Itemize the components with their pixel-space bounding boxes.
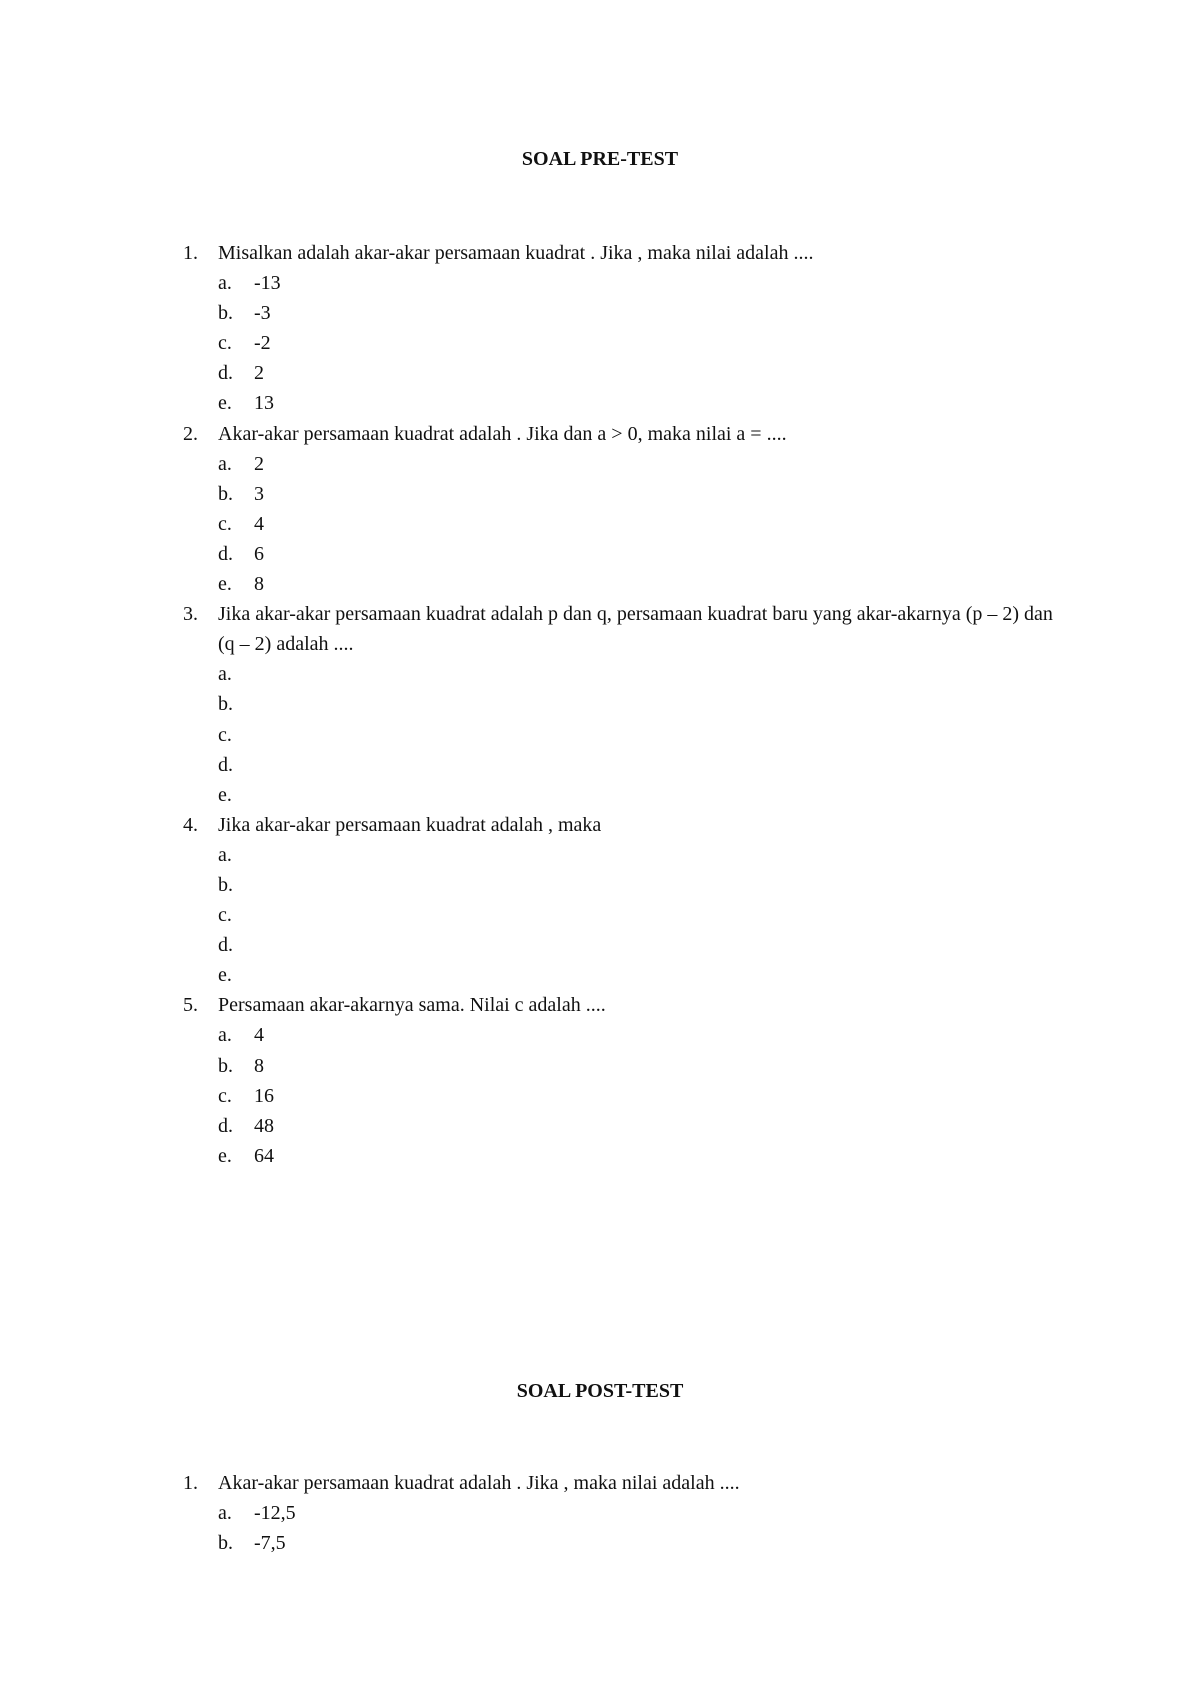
option-letter: b. xyxy=(218,693,233,716)
option-text: -12,5 xyxy=(254,1502,296,1525)
answer-option xyxy=(218,539,1063,569)
option-text: 2 xyxy=(254,452,264,475)
option-letter: b. xyxy=(218,1532,233,1555)
answer-option xyxy=(218,358,1063,388)
question-text: Akar-akar persamaan kuadrat adalah . Jika , maka nilai adalah .... xyxy=(218,1472,740,1494)
question-text: Misalkan adalah akar-akar persamaan kuadrat . Jika , maka nilai adalah .... xyxy=(218,242,814,264)
option-letter: a. xyxy=(218,272,232,295)
answer-option xyxy=(218,870,1063,900)
question-number: 3. xyxy=(183,603,198,626)
option-text: 64 xyxy=(254,1144,274,1167)
option-text: 48 xyxy=(254,1114,274,1137)
option-letter: a. xyxy=(218,452,232,475)
option-text: -2 xyxy=(254,332,271,355)
question-item xyxy=(183,810,1063,991)
option-letter: b. xyxy=(218,1054,233,1077)
pretest-title: SOAL PRE-TEST xyxy=(521,148,679,170)
question-text: Persamaan akar-akarnya sama. Nilai c adalah .... xyxy=(218,994,606,1017)
option-letter: d. xyxy=(218,542,233,565)
question-item xyxy=(183,990,1063,1171)
posttest-question-list xyxy=(183,1468,1063,1558)
option-text: 8 xyxy=(254,573,264,596)
option-letter: b. xyxy=(218,302,233,325)
option-letter: c. xyxy=(218,723,232,746)
option-text: 2 xyxy=(254,362,264,385)
answer-option xyxy=(218,930,1063,960)
option-letter: a. xyxy=(218,1024,232,1047)
answer-option xyxy=(218,1051,1063,1081)
option-letter: b. xyxy=(218,873,233,896)
option-text: 4 xyxy=(254,1024,264,1047)
answer-option xyxy=(218,569,1063,599)
answer-option xyxy=(218,1111,1063,1141)
option-text: 16 xyxy=(254,1084,274,1107)
answer-option xyxy=(218,388,1063,418)
option-letter: e. xyxy=(218,392,232,415)
answer-option xyxy=(218,479,1063,509)
option-text: 3 xyxy=(254,482,264,505)
option-text: 13 xyxy=(254,392,274,415)
question-item xyxy=(183,1468,1063,1558)
question-number: 5. xyxy=(183,994,198,1017)
question-number: 2. xyxy=(183,422,198,445)
option-text: -13 xyxy=(254,272,281,295)
option-letter: c. xyxy=(218,332,232,355)
answer-option xyxy=(218,1528,1063,1558)
answer-option xyxy=(218,689,1063,719)
option-letter: e. xyxy=(218,783,232,806)
option-letter: d. xyxy=(218,753,233,776)
option-text: -7,5 xyxy=(254,1532,286,1555)
question-text: Jika akar-akar persamaan kuadrat adalah p dan q, persamaan kuadrat baru yang akar-akarnya (p – 2) dan (q – 2) adalah .... xyxy=(218,603,1053,656)
answer-option xyxy=(218,720,1063,750)
question-number: 1. xyxy=(183,242,198,264)
answer-option xyxy=(218,659,1063,689)
option-letter: e. xyxy=(218,573,232,596)
question-item xyxy=(183,599,1063,810)
answer-option xyxy=(218,298,1063,328)
option-letter: b. xyxy=(218,482,233,505)
option-letter: e. xyxy=(218,964,232,987)
answer-option xyxy=(218,1498,1063,1528)
answer-option xyxy=(218,328,1063,358)
option-letter: a. xyxy=(218,843,232,866)
option-letter: e. xyxy=(218,1144,232,1167)
option-text: 6 xyxy=(254,542,264,565)
answer-option xyxy=(218,449,1063,479)
option-letter: c. xyxy=(218,512,232,535)
option-text: 8 xyxy=(254,1054,264,1077)
answer-option xyxy=(218,780,1063,810)
answer-option xyxy=(218,268,1063,298)
question-text: Jika akar-akar persamaan kuadrat adalah , maka xyxy=(218,813,602,836)
option-letter: a. xyxy=(218,1502,232,1525)
answer-option xyxy=(218,1020,1063,1050)
option-letter: d. xyxy=(218,1114,233,1137)
option-letter: d. xyxy=(218,934,233,957)
option-text: 4 xyxy=(254,512,264,535)
pretest-question-list xyxy=(183,238,1063,1171)
answer-option xyxy=(218,509,1063,539)
option-letter: a. xyxy=(218,663,232,686)
option-text: -3 xyxy=(254,302,271,325)
answer-option xyxy=(218,840,1063,870)
answer-option xyxy=(218,900,1063,930)
answer-option xyxy=(218,960,1063,990)
posttest-title: SOAL POST-TEST xyxy=(516,1380,684,1402)
answer-option xyxy=(218,750,1063,780)
question-number: 1. xyxy=(183,1472,198,1494)
question-item xyxy=(183,419,1063,600)
question-text: Akar-akar persamaan kuadrat adalah . Jika dan a > 0, maka nilai a = .... xyxy=(218,422,787,445)
question-item xyxy=(183,238,1063,419)
question-number: 4. xyxy=(183,813,198,836)
option-letter: d. xyxy=(218,362,233,385)
answer-option xyxy=(218,1141,1063,1171)
option-letter: c. xyxy=(218,904,232,927)
option-letter: c. xyxy=(218,1084,232,1107)
answer-option xyxy=(218,1081,1063,1111)
